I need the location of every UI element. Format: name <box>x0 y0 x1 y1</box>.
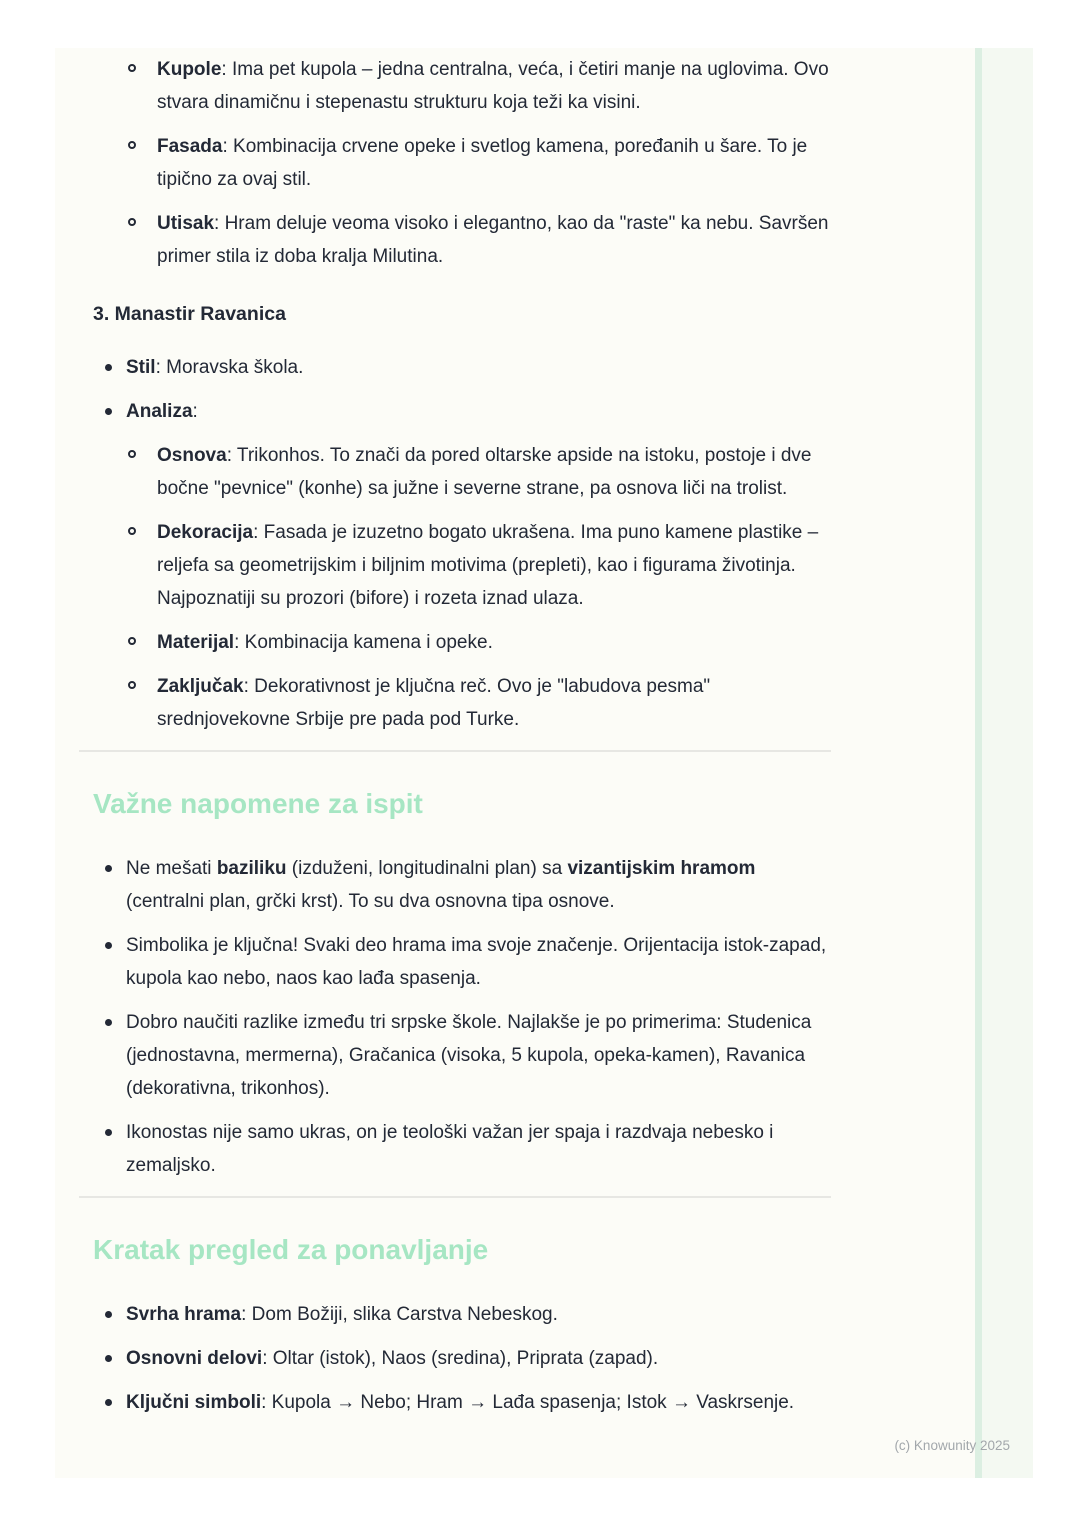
circle-bullet-icon <box>128 64 136 72</box>
text-run: : Dekorativnost je ključna reč. Ovo je "labudova pesma" srednjovekovne Srbije pre pada pod Turke. <box>157 676 711 730</box>
text-run: : Ima pet kupola – jedna centralna, veća, i četiri manje na uglovima. Ovo stvara dinamičnu i stepenastu strukturu koja teži ka visini. <box>157 59 829 113</box>
list-item <box>79 351 831 384</box>
disc-bullet-icon <box>105 865 112 872</box>
bold-text-run: baziliku <box>216 858 287 879</box>
bold-text-run: Kupole <box>157 59 222 80</box>
vazne-list <box>79 852 831 1182</box>
disc-bullet-icon <box>105 1355 112 1362</box>
heading-vazne-napomene: Važne napomene za ispit <box>93 788 423 819</box>
list-item <box>79 1298 831 1331</box>
list-item-text <box>126 1304 558 1325</box>
list-item <box>79 1342 831 1375</box>
page-margin-band <box>982 48 1033 1478</box>
text-run: : Fasada je izuzetno bogato ukrašena. Ima puno kamene plastike – reljefa sa geometrijskim i biljnim motivima (prepleti), kao i figurama životinja. Najpoznatiji su prozori (bifore) i rozeta iznad ulaza. <box>157 522 819 609</box>
bold-text-run: Materijal <box>157 632 235 653</box>
circle-bullet-icon <box>128 450 136 458</box>
disc-bullet-icon <box>105 942 112 949</box>
bold-text-run: Utisak <box>157 213 215 234</box>
bold-text-run: Svrha hrama <box>126 1304 242 1325</box>
list-item <box>79 516 831 615</box>
bold-text-run: Osnovni delovi <box>126 1348 263 1369</box>
note-content <box>79 48 831 1430</box>
text-run: (izduženi, longitudinalni plan) sa <box>286 858 568 879</box>
copyright-notice: (c) Knowunity 2025 <box>894 1438 1010 1453</box>
text-run: Dobro naučiti razlike između tri srpske škole. Najlakše je po primerima: Studenica (jednostavna, mermerna), Gračanica (visoka, 5 kupola, opeka-kamen), Ravanica (dekorativna, trikonhos). <box>126 1012 812 1099</box>
list-item-text <box>157 522 818 609</box>
circle-bullet-icon <box>128 218 136 226</box>
circle-bullet-icon <box>128 141 136 149</box>
text-run: Simbolika je ključna! Svaki deo hrama ima svoje značenje. Orijentacija istok-zapad, kupola kao nebo, naos kao lađa spasenja. <box>126 935 827 989</box>
text-run: : <box>192 401 198 422</box>
list-item <box>79 1006 831 1105</box>
list-item-text <box>126 935 826 989</box>
list-item <box>79 53 831 119</box>
text-run: : Kupola → Nebo; Hram → Lađa spasenja; Istok → Vaskrsenje. <box>261 1392 795 1413</box>
bold-text-run: Zaključak <box>157 676 244 697</box>
disc-bullet-icon <box>105 1129 112 1136</box>
section-divider <box>79 1196 831 1198</box>
bold-text-run: Dekoracija <box>157 522 254 543</box>
list-item-text <box>157 632 493 653</box>
list-item-text <box>126 1392 794 1413</box>
list-item <box>79 852 831 918</box>
bold-text-run: vizantijskim hramom <box>567 858 756 879</box>
disc-bullet-icon <box>105 1311 112 1318</box>
list-item <box>79 1386 831 1419</box>
bold-text-run: Osnova <box>157 445 227 466</box>
disc-bullet-icon <box>105 1019 112 1026</box>
list-item-text <box>157 213 828 267</box>
list-item-text <box>157 445 811 499</box>
text-run: : Hram deluje veoma visoko i elegantno, kao da "raste" ka nebu. Savršen primer stila iz doba kralja Milutina. <box>157 213 829 267</box>
text-run: : Moravska škola. <box>155 357 304 378</box>
circle-bullet-icon <box>128 681 136 689</box>
text-run: (centralni plan, grčki krst). To su dva osnovna tipa osnove. <box>126 891 615 912</box>
section-divider <box>79 750 831 752</box>
text-run: : Kombinacija crvene opeke i svetlog kamena, poređanih u šare. To je tipično za ovaj stil. <box>157 136 808 190</box>
list-item-text <box>126 401 198 422</box>
list-item <box>79 1116 831 1182</box>
list-item-text <box>157 136 807 190</box>
circle-bullet-icon <box>128 637 136 645</box>
bold-text-run: Ključni simboli <box>126 1392 262 1413</box>
list-item-text <box>157 676 710 730</box>
list-item-text <box>126 357 303 378</box>
disc-bullet-icon <box>105 1399 112 1406</box>
list-item <box>79 439 831 505</box>
disc-bullet-icon <box>105 408 112 415</box>
manastir-list <box>79 351 831 736</box>
text-run: Ne mešati <box>126 858 217 879</box>
bold-text-run: Fasada <box>157 136 223 157</box>
circle-bullet-icon <box>128 527 136 535</box>
text-run: : Trikonhos. To znači da pored oltarske apside na istoku, postoje i dve bočne "pevnice" (konhe) sa južne i severne strane, pa osnova liči na trolist. <box>157 445 812 499</box>
list-item <box>79 626 831 659</box>
heading-kratak-pregled: Kratak pregled za ponavljanje <box>93 1234 489 1265</box>
kratak-list <box>79 1298 831 1419</box>
bold-text-run: Analiza <box>126 401 193 422</box>
list-item-text <box>126 1012 811 1099</box>
note-page <box>55 48 1033 1478</box>
list-item-text <box>126 1348 658 1369</box>
list-item-text <box>157 59 829 113</box>
text-run: : Dom Božiji, slika Carstva Nebeskog. <box>241 1304 558 1325</box>
list-item-text <box>126 1122 773 1176</box>
list-item <box>79 929 831 995</box>
disc-bullet-icon <box>105 364 112 371</box>
intro-sublist <box>79 53 831 273</box>
text-run: : Kombinacija kamena i opeke. <box>234 632 493 653</box>
text-run: : Oltar (istok), Naos (sredina), Priprata (zapad). <box>262 1348 659 1369</box>
list-item <box>79 395 831 428</box>
list-item <box>79 207 831 273</box>
list-item <box>79 130 831 196</box>
page-accent-stripe <box>975 48 982 1478</box>
text-run: Ikonostas nije samo ukras, on je teološki važan jer spaja i razdvaja nebesko i zemaljsko. <box>126 1122 774 1176</box>
bold-text-run: Stil <box>126 357 156 378</box>
heading-manastir-ravanica: 3. Manastir Ravanica <box>93 303 286 325</box>
list-item-text <box>126 858 755 912</box>
list-item <box>79 670 831 736</box>
